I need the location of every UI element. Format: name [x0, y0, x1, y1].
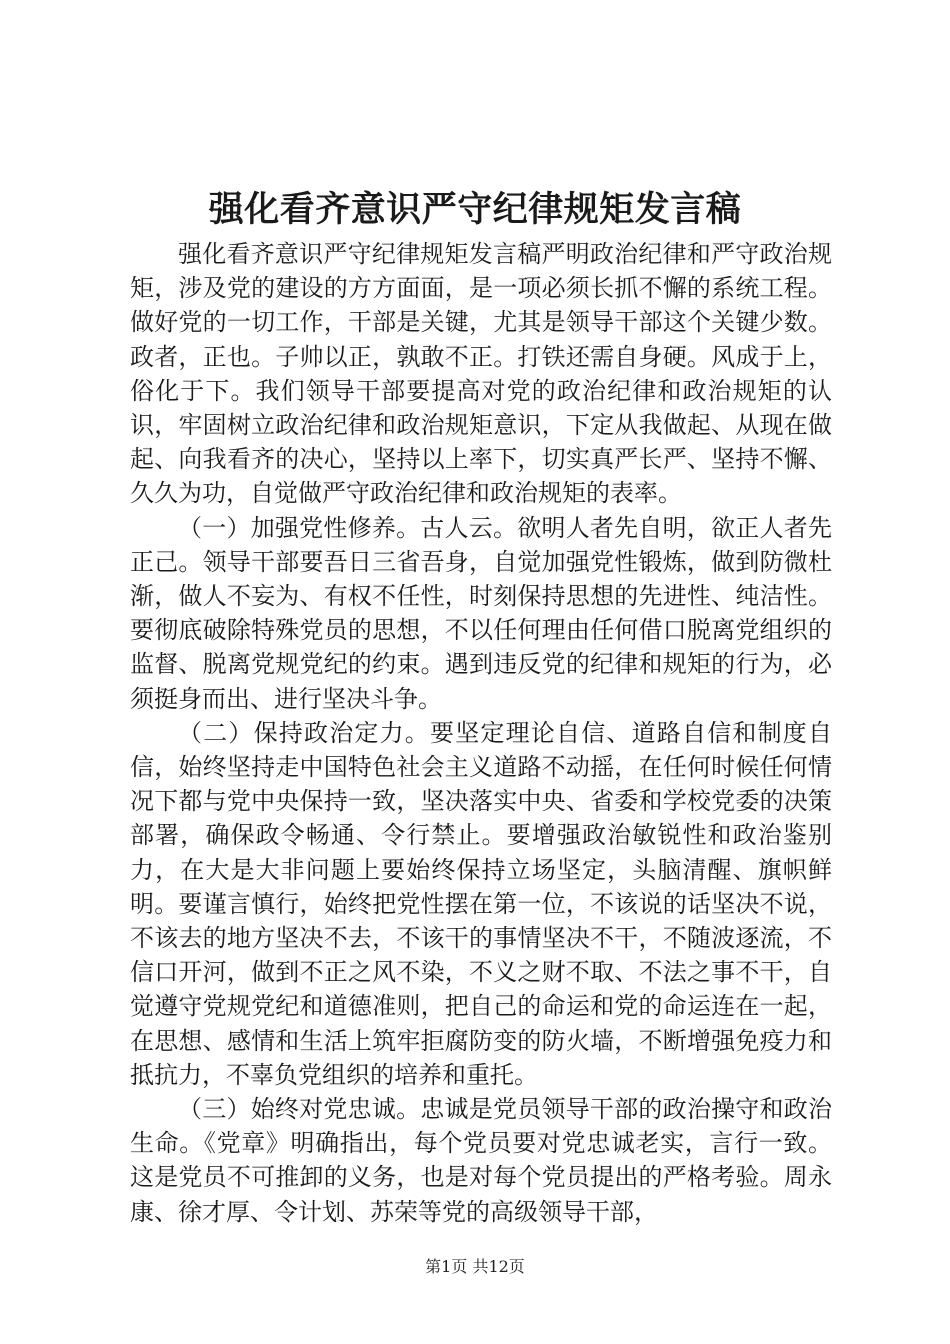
- body-paragraph: （二）保持政治定力。要坚定理论自信、道路自信和制度自信，始终坚持走中国特色社会主义道路不动摇，在任何时候任何情况下都与党中央保持一致，坚决落实中央、省委和学校党委的决策部署，确保政令畅通、令行禁止。要增强政治敏锐性和政治鉴别力，在大是大非问题上要始终保持立场坚定，头脑清醒、旗帜鲜明。要谨言慎行，始终把党性摆在第一位，不该说的话坚决不说，不该去的地方坚决不去，不该干的事情坚决不干，不随波逐流，不信口开河，做到不正之风不染，不义之财不取、不法之事不干，自觉遵守党规党纪和道德准则，把自己的命运和党的命运连在一起，在思想、感情和生活上筑牢拒腐防变的防火墙，不断增强免疫力和抵抗力，不辜负党组织的培养和重托。: [130, 718, 832, 1089]
- body-paragraph: （一）加强党性修养。古人云。欲明人者先自明，欲正人者先正己。领导干部要吾日三省吾身，自觉加强党性锻炼，做到防微杜渐，做人不妄为、有权不任性，时刻保持思想的先进性、纯洁性。要彻底破除特殊党员的思想，不以任何理由任何借口脱离党组织的监督、脱离党规党纪的约束。遇到违反党的纪律和规矩的行为，必须挺身而出、进行坚决斗争。: [130, 513, 832, 713]
- body-paragraph: 强化看齐意识严守纪律规矩发言稿严明政治纪律和严守政治规矩，涉及党的建设的方方面面，是一项必须长抓不懈的系统工程。做好党的一切工作，干部是关键，尤其是领导干部这个关键少数。政者，正也。子帅以正，孰敢不正。打铁还需自身硬。风成于上，俗化于下。我们领导干部要提高对党的政治纪律和政治规矩的认识，牢固树立政治纪律和政治规矩意识，下定从我做起、从现在做起、向我看齐的决心，坚持以上率下，切实真严长严、坚持不懈、久久为功，自觉做严守政治纪律和政治规矩的表率。: [130, 240, 832, 508]
- body-paragraph: （三）始终对党忠诚。忠诚是党员领导干部的政治操守和政治生命。《党章》明确指出，每个党员要对党忠诚老实，言行一致。这是党员不可推卸的义务，也是对每个党员提出的严格考验。周永康、徐才厚、令计划、苏荣等党的高级领导干部，: [130, 1095, 832, 1226]
- document-body: [130, 237, 832, 1229]
- page-number-footer: 第1页 共12页: [425, 1257, 525, 1276]
- document-title: 强化看齐意识严守纪律规矩发言稿: [208, 189, 742, 230]
